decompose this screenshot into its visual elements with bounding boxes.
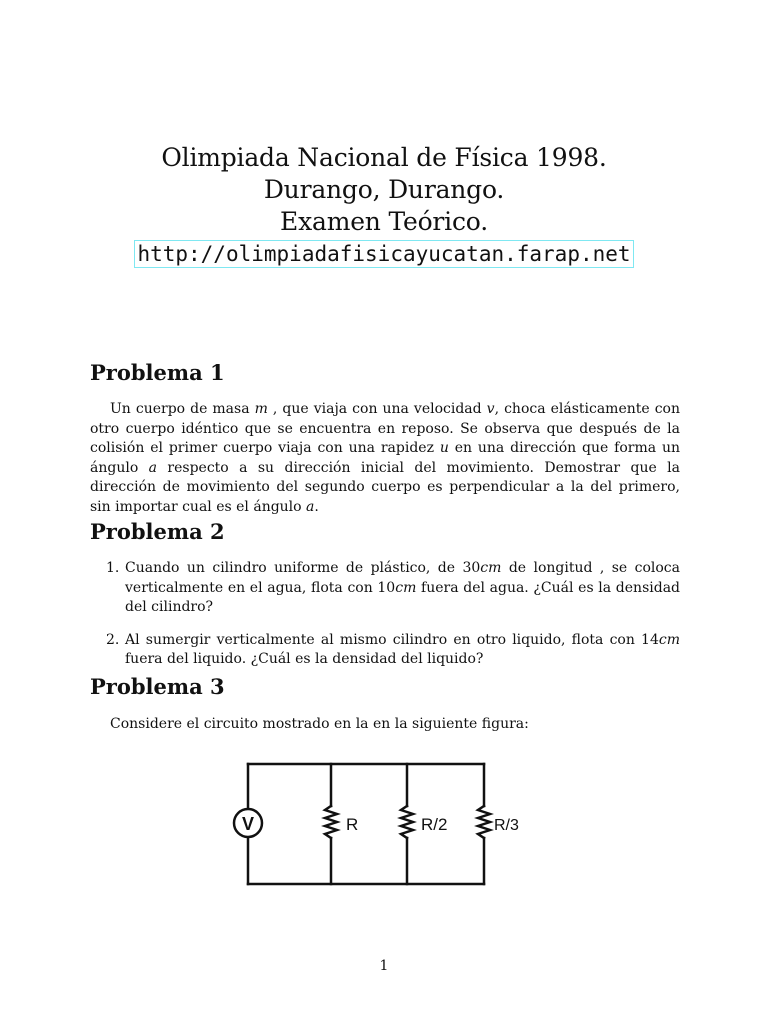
- resistor-r2-icon: [401, 806, 413, 838]
- exam-location: Durango, Durango.: [263, 175, 505, 204]
- resistor-r3-icon: [478, 806, 490, 838]
- problem-1-text: Un cuerpo de masa m , que viaja con una velocidad v, choca elásticamente con otro cuerpo idéntico que se encuentra en reposo. Se observa que después de la colisión el primer cuerpo viaja con una rapidez u en una dirección que forma un ángulo a respecto a su dirección inicial del movimiento. Demostrar que la dirección de movimiento del segundo cuerpo es perpendicular a la del primero, sin importar cual es el ángulo a.: [90, 401, 680, 515]
- voltmeter-label: V: [241, 814, 255, 834]
- problem-1-heading: Problema 1: [90, 360, 225, 385]
- exam-title: Olimpiada Nacional de Física 1998.: [161, 143, 607, 172]
- circuit-diagram: [226, 752, 526, 902]
- resistor-label-r: R: [346, 815, 359, 834]
- problem-2-list: [90, 559, 680, 683]
- title-block: [0, 142, 768, 268]
- resistor-label-r2: R/2: [421, 815, 448, 834]
- item-number: 2.: [106, 631, 120, 648]
- resistor-r-icon: [325, 806, 337, 838]
- list-item: 1. Cuando un cilindro uniforme de plástico, de 30cm de longitud , se coloca verticalmente en el agua, flota con 10cm fuera del agua. ¿Cuál es la densidad del cilindro?: [106, 560, 681, 615]
- item-number: 1.: [106, 560, 120, 576]
- exam-type: Examen Teórico.: [280, 207, 488, 236]
- problem-2-heading: Problema 2: [90, 519, 225, 544]
- page-number: 1: [379, 958, 389, 974]
- resistor-label-r3: R/3: [494, 817, 519, 834]
- problem-3-heading: Problema 3: [90, 674, 225, 699]
- list-item: 2. Al sumergir verticalmente al mismo cilindro en otro liquido, flota con 14cm fuera del liquido. ¿Cuál es la densidad del liquido?: [106, 631, 680, 667]
- website-link[interactable]: http://olimpiadafisicayucatan.farap.net: [134, 240, 633, 268]
- problem-3-text: Considere el circuito mostrado en la en la siguiente figura:: [110, 716, 529, 732]
